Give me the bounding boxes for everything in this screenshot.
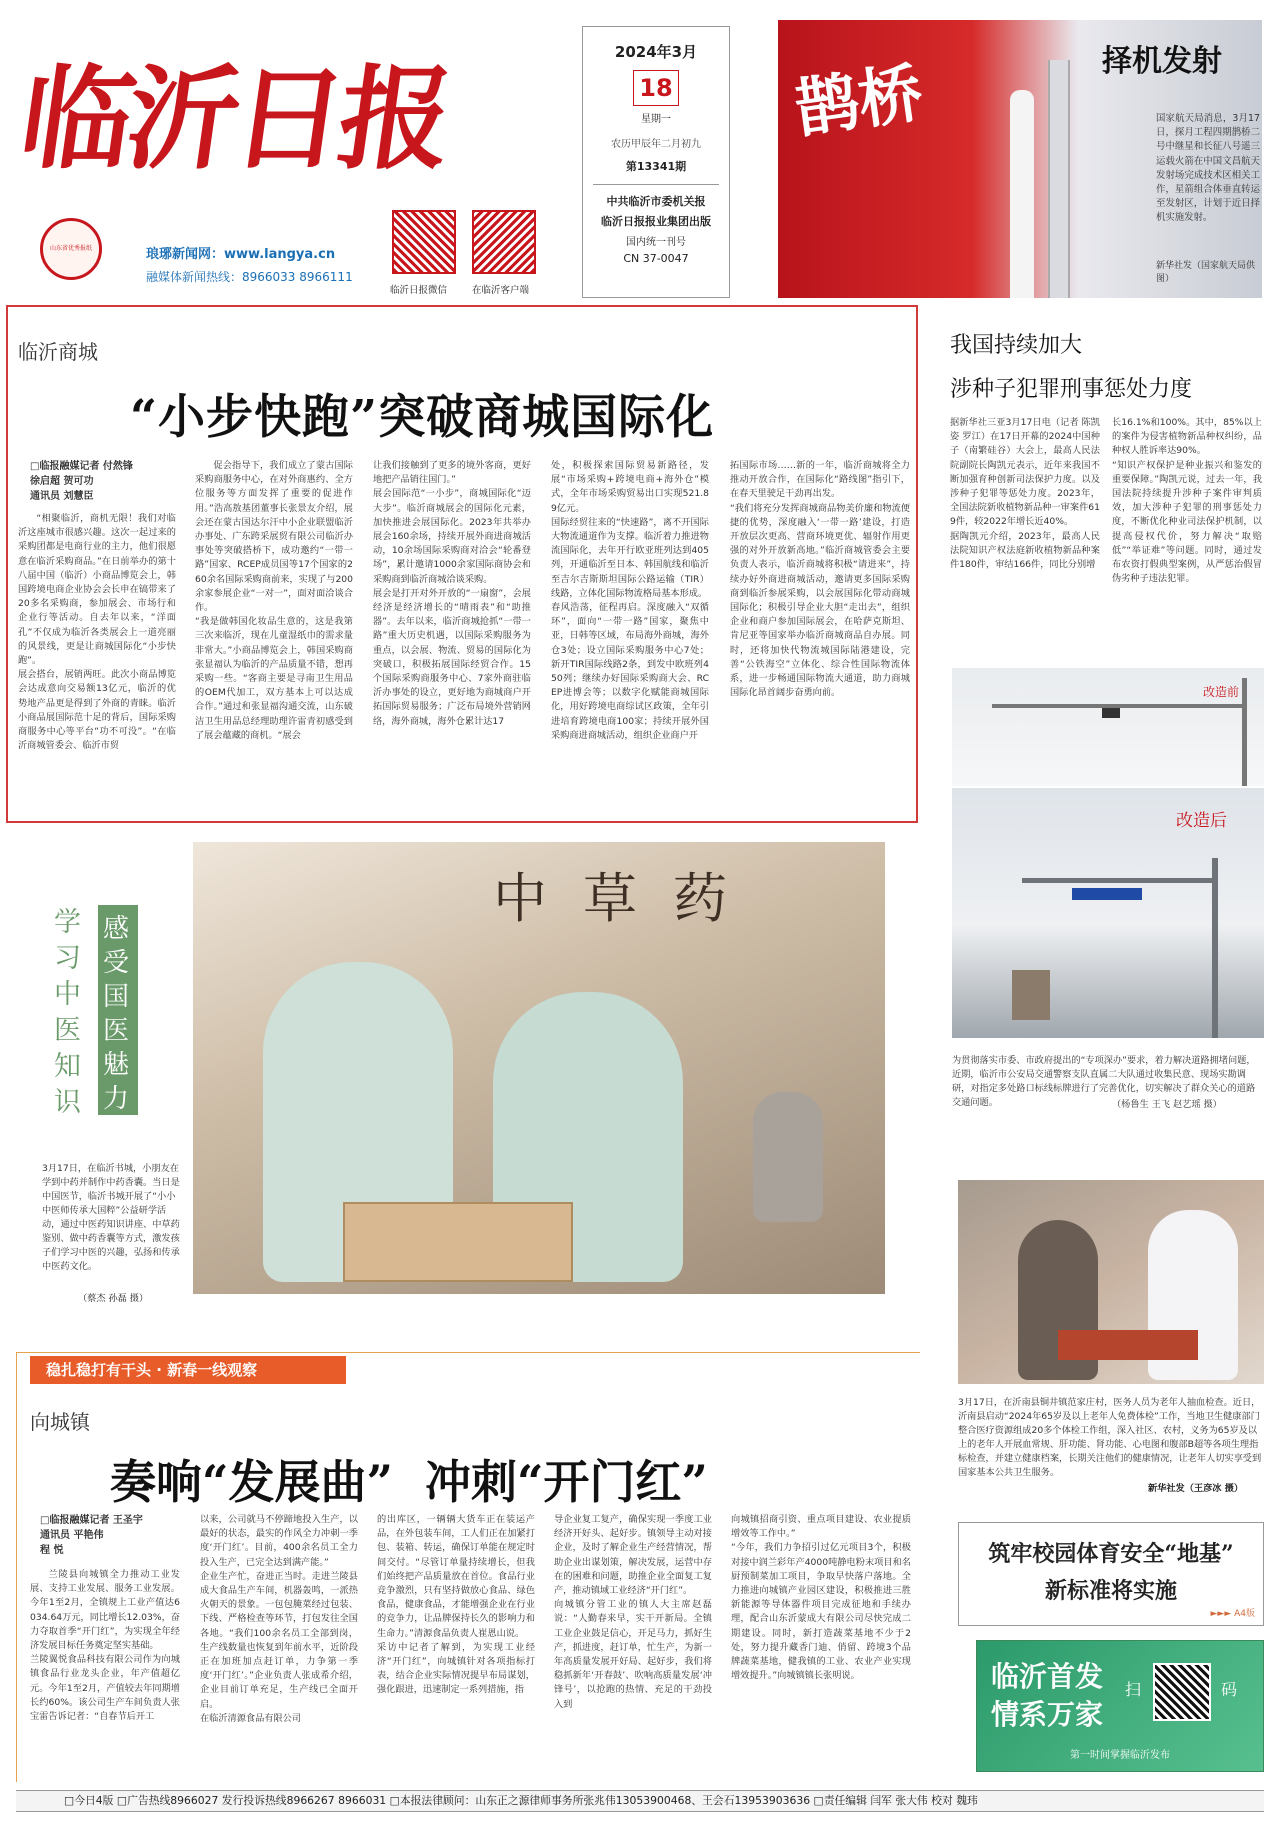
qr-label-app: 在临沂客户端 (472, 285, 530, 296)
law-headline-2: 涉种子犯罪刑事惩处力度 (950, 377, 1193, 402)
feature-column-4: 导企业复工复产，确保实现一季度工业经济开好头、起好步。镇领导主动对接企业，及时了解企业生产经营情况，帮助企业出谋划策，解决发展，运营中存在的困难和问题，助推企业全面复工复产，推动镇域工业经济“开门红”。 向城镇分管工业的镇人大主席赵磊说：“人勤春来早，实干开新局。全镇工业企业鼓足信心，开足马力，抓好生产，抓进度，赶订单，忙生产，为新一年高质量发展开好局、起好步，我们将稳抓新年‘开春鼓’、吹响高质量发展‘冲锋号’，以抢跑的热情、充足的干劲投入到 (554, 1514, 712, 1710)
feature-column-5: 向城镇招商引资、重点项目建设、农业提质增效等工作中。” “今年，我们力争招引过亿元项目3个，积极对接中润兰彩年产4000吨静电粉末项目和名厨预制菜加工项目，争取早快落户落地。全力推进向城镇产业园区建设，积极推进三胜新能源等导体器件项目完成征地和手续办理，配合山东沂蒙成大有限公司尽快完成二期建设。同时，新打造蔬菜基地不少于2处，努力提升藏香门迪、俏留、跨境3个品牌蔬菜基地，健我镇的工业、农业产业实现增效提升。”向城镇镇长张明说。 (731, 1514, 911, 1682)
lead-byline: □临报融媒记者 付然锋 徐启超 贺可功 通讯员 刘慧臣 (30, 461, 133, 502)
ad-scan-label: 扫 (1125, 1680, 1142, 1699)
lead-column-4: 处，积极探索国际贸易新路径，发展“市场采购+跨境电商+海外仓”模式，全年市场采购贸易出口实现521.89亿元。 国际经贸往来的“快速路”，离不开国际大物流通道作为支撑。临沂着力推进物流国际化，去年开行欧亚班列达到405列，开通临沂至日本、韩国航线和临沂至吉尔吉斯斯坦国际公路运输（TIR）线路，立体化国际物流格局基本形成。 春风浩荡，征程再启。深度融入“双循环”，面向“一带一路”国家，聚焦中亚，日韩等区域，布局海外商城，海外仓3处；设立国际采购服务中心7处；新开TIR国际线路2条，到发中欧班列450列；继续办好国际采购商大会、RCEP进博会等；以数字化赋能商城国际化，用好跨境电商综试区政策，全年引进培育跨境电商100家；持续开展外国采购商进商城活动，组织企业商户开 (551, 460, 709, 741)
exam-table (1058, 1330, 1198, 1360)
lead-headline: “小步快跑”突破商城国际化 (130, 390, 715, 445)
website-label: 琅琊新闻网：www.langya.cn (146, 247, 336, 262)
law-headline-1: 我国持续加大 (950, 333, 1083, 358)
lead-column-2: 促会指导下，我们成立了蒙古国际采购商服务中心，在对外商惠约、全方位服务等方面发挥了重要的促进作用。”浩高敖基团董事长张景友介绍，展会还在蒙古国达尔汗中小企业联盟临沂办事处、广东跨采展贸有限公司临沂办事处等突破搭桥下，成功邀约“一带一路”国家、RCEP成员国等17个国家的260余名国际采购商前来，实现了与200余家参展企业“一对一”，面对面洽谈合作。 “我是做韩国化妆品生意的，这是我第三次来临沂，现在儿童湿纸巾的需求量非常大。”小商品博览会上，韩国采购商张显福认为临沂的产品质量不错，想再采购一些。“客商主要是寻南卫生用品的OEM代加工，双方基本上可以达成合作。”通过和张显福沟通交流，山东破洁卫生用品总经理助理许雷青初感受到了展会蕴藏的商机。“展会 (195, 460, 353, 741)
traffic-sign-after (1072, 888, 1142, 900)
promo-headline-2: 新标准将实施 (1044, 1578, 1177, 1604)
issue-number: 第13341期 (625, 160, 687, 173)
feature-column-3: 的出库区，一辆辆大货车正在装运产品，在外包装车间，工人们正在加紧打包、装箱、转运，确保订单能在规定时间交付。“尽管订单量持续增长，但我们始终把产品质量放在首位。食品行业竞争激烈，只有坚持做放心食品、绿色食品，健康食品，才能增强企业在行业的竞争力，让品牌保持长久的影响力和生命力。”清源食品负责人崔恩山说。 采访中记者了解到，为实现工业经济“开门红”，向城镇针对各项指标打表，结合企业实际情况提早布局谋划，强化跟进，迅速制定一系列措施，指 (377, 1514, 535, 1696)
date-day: 18 (633, 70, 679, 106)
date-lunar: 农历甲辰年二月初九 (611, 139, 701, 150)
feature-column-1: 兰陵县向城镇全力推动工业发展、支持工业发展、服务工业发展。今年1至2月，全镇规上工业产值达6034.64万元，同比增长12.03%，奋力夺取首季“开门红”，为实现全年经济发展目标任务奠定坚实基础。 兰陵翼悦食品科技有限公司作为向城镇食品行业龙头企业，年产值超亿元。今年1至2月，产值较去年同期增长约60%。该公司生产车间负责人张宝雷告诉记者：“自春节后开工 (30, 1569, 180, 1723)
ad-qr-code (1153, 1663, 1211, 1721)
promo-headline-1: 筑牢校园体育安全“地基” (988, 1541, 1234, 1567)
top-news-body: 国家航天局消息，3月17日，探月工程四期鹊桥二号中继星和长征八号遥三运载火箭在中国文昌航天发射场完成技术区相关工作，星箭组合体垂直转运至发射区，计划于近日择机实施发射。 (1156, 113, 1260, 224)
traffic-credit: （杨鲁生 王飞 赵艺瑶 摄） (1112, 1099, 1222, 1110)
feature-column-2: 以来，公司就马不停蹄地投入生产，以最好的状态，最实的作风全力冲刺一季度‘开门红’。目前，400余名员工全力投入生产，已完全达到满产能。” 企业生产忙，奋进正当时。走进兰陵县成大食品生产车间，机器轰鸣，一派热火朝天的景象。一包包腌菜经过包装、下线、严格检查等环节，打包发往全国各地。“我们100余名员工全部到岗，生产线数量也恢复到年前水平，近阶段正在加班加点赶订单，力争第一季度‘开门红’。”企业负责人张成希介绍，企业目前订单充足，生产线已全面开启。 在临沂清源食品有限公司 (200, 1514, 358, 1724)
tower-building (1012, 970, 1050, 1020)
ad-code-label: 码 (1221, 1680, 1238, 1699)
tcm-vertical-title-2-text: 感受国医魅力 (103, 914, 130, 1114)
signal-arm-after (1022, 878, 1216, 883)
page-footer (16, 1790, 1264, 1812)
rocket-body (1010, 90, 1034, 298)
feature-tag-text: 稳扎稳打有干头 · 新春一线观察 (46, 1361, 258, 1379)
cn-number: CN 37-0047 (623, 252, 689, 265)
ad-title-1: 临沂首发 (991, 1660, 1104, 1693)
award-badge (40, 218, 102, 280)
promo-page-ref: ►►► A4版 (1210, 1609, 1255, 1619)
law-column-1: 据新华社三亚3月17日电（记者 陈凯姿 罗江）在17日开幕的2024中国种子（南繁硅谷）大会上，最高人民法院副院长陶凯元表示，近年来我国不断加强育种创新司法保护力度。以及涉种子犯罪等惩处力度。2023年，全国法院新收植物新品种一审案件619件，较2022年增长近40%。 据陶凯元介绍，2023年，最高人民法院知识产权法庭新收植物新品种案件180件，审结166件，同比分别增 (950, 417, 1100, 571)
feature-section-label: 向城镇 (30, 1410, 90, 1434)
tcm-credit: （蔡杰 孙磊 摄） (78, 1293, 149, 1304)
lead-column-1: “相聚临沂，商机无限！我们对临沂这座城市很感兴趣。这次一起过来的采购团都是电商行业的主力，他们很愿意在临沂采购商品。”在日前举办的第十八届中国（临沂）小商品博览会上，韩国跨境电商企业协会会长申在镐带来了20多名采购商，参加展会、市场行和企业行等活动。自去年以来，“洋面孔”不仅成为临沂各类展会上一道亮丽的风景线，更是让商城国际化“小步快跑”。 展会搭台，展销两旺。此次小商品博览会达成意向交易额13亿元，临沂的优势地产品更是得到了外商的青睐。临沂小商品展国际范十足的背后，国际采购商服务中心等平台“功不可没”。“在临沂商城管委会、临沂市贸 (18, 513, 176, 752)
herb-box (343, 1202, 573, 1282)
tcm-sign: 中草药 (493, 867, 763, 930)
promo-box[interactable] (958, 1522, 1264, 1626)
feature-headline: 奏响“发展曲” 冲刺“开门红” (110, 1455, 708, 1509)
page-footer-text: □今日4版 □广告热线8966027 发行投诉热线8966267 8966031 □本报法律顾问：山东正之源律师事务所张兆伟13053900468、王会石13953903636 □责任编辑 闫军 张大伟 校对 魏玮 (64, 1794, 978, 1807)
signal-pole-before (1242, 678, 1247, 786)
date-weekday: 星期一 (641, 114, 671, 125)
lead-section-label: 临沂商城 (18, 340, 98, 364)
after-label: 改造后 (1176, 811, 1227, 831)
health-caption: 3月17日，在沂南县铜井镇范家庄村，医务人员为老年人抽血检查。近日，沂南县启动“2024年65岁及以上老年人免费体检”工作，当地卫生健康部门整合医疗资源组成20多个体检工作组，深入社区、农村，义务为65岁及以上的老年人开展血常规、肝功能、肾功能、心电图和腹部B超等各项生理指标检查，并建立健康档案，长期关注他们的健康情况，让老年人切实享受到国家基本公共卫生服务。 (958, 1397, 1262, 1478)
promo-page-ref-text: A4版 (1234, 1609, 1255, 1619)
qr-code-app (472, 210, 536, 274)
mortar-pestle (753, 1092, 823, 1222)
health-photo (958, 1180, 1264, 1384)
award-badge-text: 山东省优秀报纸 (49, 245, 92, 252)
lead-column-5: 拓国际市场……新的一年，临沂商城将全力推动开放合作，在国际化“路线图”指引下，在春天里驶足干劲再出发。 “我们将充分发挥商城商品物美价廉和物流便捷的优势，深度融入‘一带一路’建设，打造开放层次更高、营商环境更优、辐射作用更强的对外开放新高地。”临沂商城管委会主要负责人表示，临沂商城将积极“请进来”，持续办好外商进商城活动，邀请更多国际采购商到临沂参展采购，以会展国际化带动商城国际化；积极引导企业大胆“走出去”，组织企业和商户参加国际展会，在哈萨克斯坦、肯尼亚等国家举办临沂商城商品自办展。同时，还将加快代物流城国际陆港建设，完善“公铁海空”立体化、综合性国际物流体系，进一步畅通国际物流大通道，助力商城国际化昂首阔步奋勇向前。 (730, 460, 910, 699)
feature-byline: □临报融媒记者 王圣宇 通讯员 平艳伟 程 悦 (40, 1515, 143, 1556)
sponsor-line-1: 中共临沂市委机关报 (606, 195, 706, 208)
rocket-banner-text: 鹊桥 (790, 55, 928, 148)
traffic-light-before (1102, 708, 1120, 718)
feature-tag (30, 1356, 346, 1384)
masthead-title: 临沂日报 (12, 54, 455, 185)
date-block (582, 26, 730, 298)
app-ad[interactable] (976, 1640, 1264, 1772)
qr-label-wechat: 临沂日报微信 (390, 285, 448, 296)
ad-footer: 第一时间掌握临沂发布 (1070, 1750, 1170, 1761)
traffic-caption: 为贯彻落实市委、市政府提出的“专项深办”要求，着力解决道路拥堵问题，近期，临沂市公安局交通警察支队直属二大队通过收集民意、现场实勘调研，对指定多处路口标线标牌进行了完善优化，切实解决了群众关心的道路交通问题。 (952, 1055, 1256, 1108)
lead-column-3: 让我们接触到了更多的境外客商，更好地把产品销往国门。” 展会国际范“一小步”，商城国际化“迈大步”。临沂商城展会的国际化元素，加快推进会展国际化。2023年共举办展会160余场，持续开展外商进商城活动，10余场国际采购商对洽会“轮番登场”，累计邀请1000余家国际商协会和采购商到临沂商城洽谈采购。 展会是打开对外开放的“一扇窗”，会展经济是经济增长的“晴雨表”和“助推器”。去年以来，临沂商城抢抓“一带一路”重大历史机遇，以国际采购服务为重点，以会展、物流、贸易的国际化为突破口，积极拓展国际经贸合作。15个国际采购商服务中心、7家外商驻临沂办事处的设立，更好地为商城商户开拓国际贸易服务；广泛布局境外营销网络，海外商城，海外仓累计达17 (373, 460, 531, 727)
top-news-credit: 新华社发（国家航天局供图） (1156, 261, 1256, 284)
serial-label: 国内统一刊号 (626, 237, 686, 248)
before-label: 改造前 (1203, 685, 1240, 699)
top-news-headline: 择机发射 (1102, 44, 1222, 79)
qr-code-wechat (392, 210, 456, 274)
law-column-2: 长16.1%和100%。其中，85%以上的案件为侵害植物新品种权纠纷，品种权人胜诉率达90%。 “知识产权保护是种业振兴和鉴发的重要保障。”陶凯元说，过去一年，我国法院持续提升涉种子案件审判质效，加大涉种子犯罪的刑事惩处力度，不断优化种业司法保护机制，以提高侵权代价，努力解决“取赔低”“举证难”等问题。同时，通过发布农资打假典型案例，从严惩治假冒伪劣种子违法犯罪。 (1112, 417, 1262, 585)
sponsor-line-2: 临沂日报报业集团出版 (601, 215, 711, 228)
date-year-month: 2024年3月 (614, 43, 698, 61)
tcm-photo (193, 842, 885, 1294)
tcm-vertical-title-1: 学习中医知识 (54, 907, 81, 1118)
signal-pole-after (1212, 858, 1218, 1038)
ad-title-2: 情系万家 (991, 1698, 1104, 1731)
rocket-tower (1048, 60, 1070, 298)
tcm-caption: 3月17日，在临沂书城，小朋友在学到中药并制作中药香囊。当日是中国医节，临沂书城开展了“小小中医师传承大国粹”公益研学活动，通过中医药知识讲座、中草药鉴别、做中药香囊等方式，激发孩子们学习中医的兴趣，弘扬和传承中医药文化。 (42, 1163, 180, 1272)
hotline-label: 融媒体新闻热线：8966033 8966111 (146, 270, 353, 284)
health-credit: 新华社发（王彦冰 摄） (1148, 1483, 1244, 1494)
